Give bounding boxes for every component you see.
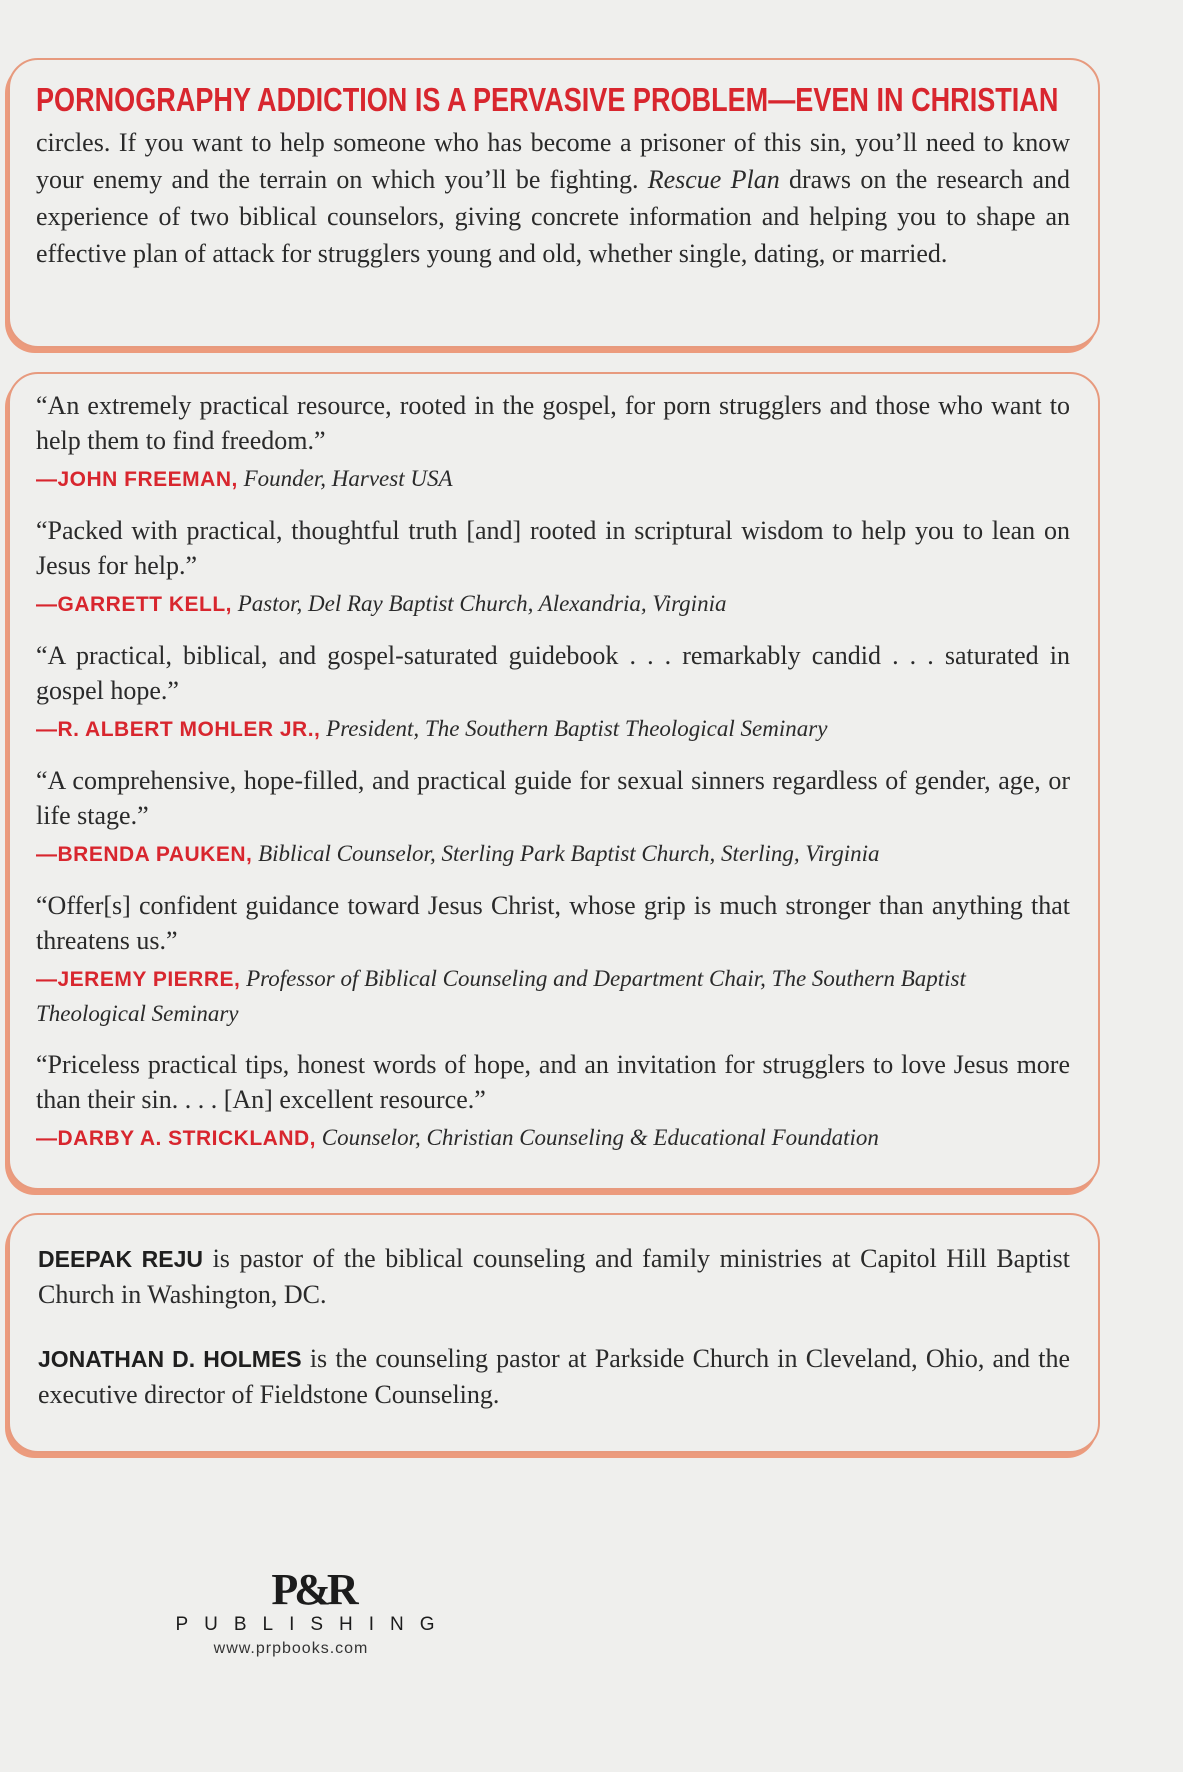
headline: PORNOGRAPHY ADDICTION IS A PERVASIVE PROBLEM—EVEN IN CHRISTIAN (36, 81, 1059, 118)
publisher-logo (138, 1565, 488, 1658)
endorser-role: Pastor, Del Ray Baptist Church, Alexandria, Virginia (237, 591, 727, 616)
endorsement (36, 888, 1070, 1031)
endorsement-quote: “A comprehensive, hope-filled, and practical guide for sexual sinners regardless of gender, age, or life stage.” (36, 766, 1070, 830)
endorsement (36, 638, 1070, 747)
publisher-url: www.prpbooks.com (213, 1640, 369, 1657)
endorsement (36, 513, 1070, 622)
endorsement-attribution (36, 962, 1070, 1031)
endorser-name: —GARRETT KELL, (36, 593, 232, 616)
endorsement-attribution (36, 587, 1070, 622)
endorser-name: —JOHN FREEMAN, (36, 468, 238, 491)
author-bio (38, 1241, 1070, 1313)
author-bio-text: is the counseling pastor at Parkside Church in Cleveland, Ohio, and the executive director of Fieldstone Counseling. (38, 1344, 1071, 1409)
author-bio (38, 1341, 1070, 1413)
description-part-1: circles. If you want to help someone who has become a prisoner of this sin, you’ll need to know your enemy and the terrain on which you’ll be fighting. (36, 128, 1070, 194)
endorsement-quote: “Packed with practical, thoughtful truth [and] rooted in scriptural wisdom to help you to lean on Jesus for help.” (36, 516, 1070, 580)
endorsement-attribution (36, 462, 1070, 497)
author-name: DEEPAK REJU (38, 1246, 203, 1272)
endorsement (36, 763, 1070, 872)
endorsement-attribution (36, 837, 1070, 872)
endorser-role: Founder, Harvest USA (243, 466, 453, 491)
endorser-role: Biblical Counselor, Sterling Park Baptist Church, Sterling, Virginia (258, 841, 880, 866)
description-part-2: draws on the research and experience of two biblical counselors, giving concrete information and helping you to shape an effective plan of attack for strugglers young and old, whether single, dating, or married. (36, 165, 1070, 268)
endorsement-quote: “Priceless practical tips, honest words of hope, and an invitation for strugglers to love Jesus more than their sin. . . . [An] excellent resource.” (36, 1050, 1070, 1114)
endorser-role: President, The Southern Baptist Theological Seminary (326, 716, 828, 741)
endorsement-attribution (36, 712, 1070, 747)
endorsement-quote: “An extremely practical resource, rooted in the gospel, for porn strugglers and those who want to help them to find freedom.” (36, 391, 1070, 455)
endorsement (36, 388, 1070, 497)
endorsements-box (8, 372, 1100, 1190)
author-name: JONATHAN D. HOLMES (38, 1346, 302, 1372)
endorser-name: —BRENDA PAUKEN, (36, 843, 253, 866)
publisher-wordmark: PUBLISHING (175, 1614, 451, 1635)
endorsement-quote: “A practical, biblical, and gospel-saturated guidebook . . . remarkably candid . . . saturated in gospel hope.” (36, 641, 1070, 705)
endorsement-quote: “Offer[s] confident guidance toward Jesus Christ, whose grip is much stronger than anything that threatens us.” (36, 891, 1070, 955)
description-text (36, 124, 1070, 272)
authors-box (8, 1213, 1100, 1453)
endorser-role: Professor of Biblical Counseling and Department Chair, The Southern Baptist Theological Seminary (36, 966, 966, 1026)
description-box (8, 58, 1100, 348)
endorser-name: —DARBY A. STRICKLAND, (36, 1127, 317, 1150)
publisher-mark: P&R (271, 1565, 355, 1614)
endorser-name: —JEREMY PIERRE, (36, 968, 241, 991)
endorser-role: Counselor, Christian Counseling & Educational Foundation (321, 1125, 879, 1150)
author-bio-text: is pastor of the biblical counseling and family ministries at Capitol Hill Baptist Church in Washington, DC. (38, 1244, 1070, 1309)
endorser-name: —R. ALBERT MOHLER JR., (36, 718, 321, 741)
endorsement-attribution (36, 1121, 1070, 1156)
endorsement (36, 1047, 1070, 1156)
book-title: Rescue Plan (647, 165, 780, 194)
